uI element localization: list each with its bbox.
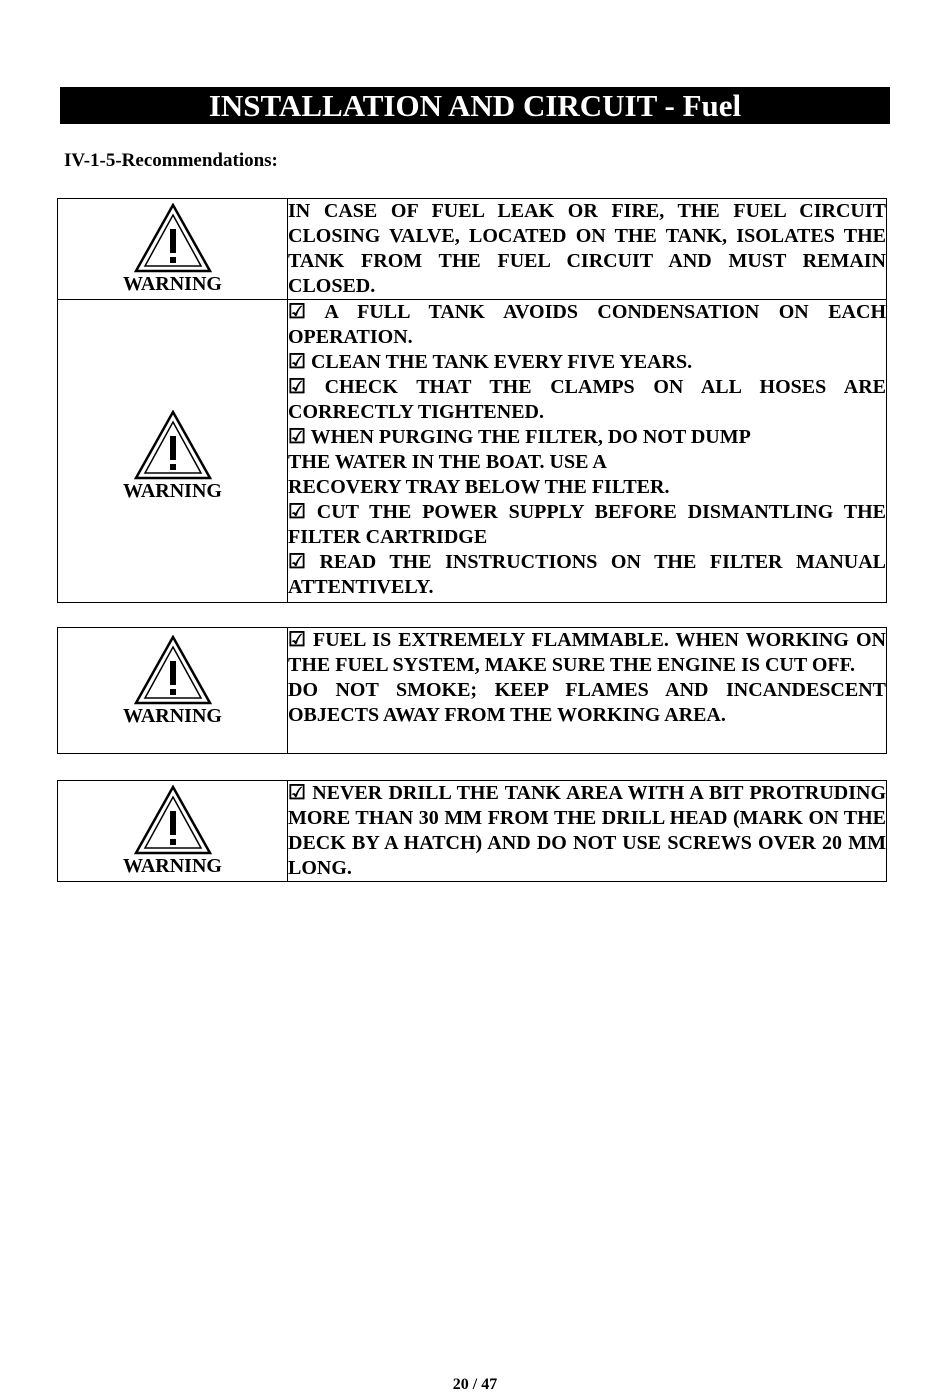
warning-badge	[58, 785, 287, 877]
warning-triangle-icon	[134, 410, 212, 480]
warning-row	[58, 781, 887, 882]
warning-table-1	[57, 198, 887, 603]
warning-icon-cell	[58, 781, 288, 882]
section-heading: IV-1-5-Recommendations:	[64, 150, 278, 171]
checkbox-checked-icon: ☑	[288, 629, 306, 651]
warning-table-3	[57, 780, 887, 882]
checklist-line: RECOVERY TRAY BELOW THE FILTER.	[288, 476, 670, 498]
warning-triangle-icon	[134, 203, 212, 273]
checklist-item: ☑ CUT THE POWER SUPPLY BEFORE DISMANTLING THE FILTER CARTRIDGE	[288, 501, 886, 548]
warning-label: WARNING	[123, 855, 222, 877]
warning-text-cell	[288, 300, 887, 603]
warning-text-cell	[288, 781, 887, 882]
warning-table-2	[57, 627, 887, 754]
checkbox-checked-icon: ☑	[288, 426, 306, 448]
warning-label: WARNING	[123, 480, 222, 502]
warning-text: IN CASE OF FUEL LEAK OR FIRE, THE FUEL CIRCUIT CLOSING VALVE, LOCATED ON THE TANK, ISOLATES THE TANK FROM THE FUEL CIRCUIT AND MUST REMAIN CLOSED.	[288, 200, 886, 297]
checklist-item: ☑ CLEAN THE TANK EVERY FIVE YEARS.	[288, 351, 693, 373]
warning-triangle-icon	[134, 785, 212, 855]
checklist-line: THE WATER IN THE BOAT. USE A	[288, 451, 607, 473]
checkbox-checked-icon: ☑	[288, 501, 306, 523]
warning-badge	[58, 635, 287, 727]
checklist-item: ☑ WHEN PURGING THE FILTER, DO NOT DUMP	[288, 426, 751, 448]
checkbox-checked-icon: ☑	[288, 551, 306, 573]
warning-label: WARNING	[123, 273, 222, 295]
warning-text-cell	[288, 628, 887, 754]
warning-row	[58, 628, 887, 754]
warning-row	[58, 300, 887, 603]
warning-text-cell	[288, 199, 887, 300]
page-title: INSTALLATION AND CIRCUIT - Fuel	[60, 87, 890, 124]
checklist-item: ☑ READ THE INSTRUCTIONS ON THE FILTER MANUAL ATTENTIVELY.	[288, 551, 887, 598]
warning-icon-cell	[58, 628, 288, 754]
checkbox-checked-icon: ☑	[288, 351, 306, 373]
warning-badge	[58, 203, 287, 295]
warning-icon-cell	[58, 300, 288, 603]
checkbox-checked-icon: ☑	[288, 301, 306, 323]
checklist-item: ☑ CHECK THAT THE CLAMPS ON ALL HOSES ARE CORRECTLY TIGHTENED.	[288, 376, 887, 423]
warning-triangle-icon	[134, 635, 212, 705]
warning-icon-cell	[58, 199, 288, 300]
warning-badge	[58, 410, 287, 502]
checklist-item: ☑ A FULL TANK AVOIDS CONDENSATION ON EACH OPERATION.	[288, 301, 886, 348]
warning-label: WARNING	[123, 705, 222, 727]
checkbox-checked-icon: ☑	[288, 782, 306, 804]
checkbox-checked-icon: ☑	[288, 376, 306, 398]
checklist-item: ☑ NEVER DRILL THE TANK AREA WITH A BIT PROTRUDING MORE THAN 30 MM FROM THE DRILL HEAD (MARK ON THE DECK BY A HATCH) AND DO NOT USE SCREWS OVER 20 MM LONG.	[288, 782, 887, 879]
checklist-item: ☑ FUEL IS EXTREMELY FLAMMABLE. WHEN WORKING ON THE FUEL SYSTEM, MAKE SURE THE ENGINE IS CUT OFF.	[288, 629, 886, 676]
warning-note: DO NOT SMOKE; KEEP FLAMES AND INCANDESCENT OBJECTS AWAY FROM THE WORKING AREA.	[288, 679, 886, 726]
page-number: 20 / 47	[452, 1376, 498, 1393]
warning-row	[58, 199, 887, 300]
